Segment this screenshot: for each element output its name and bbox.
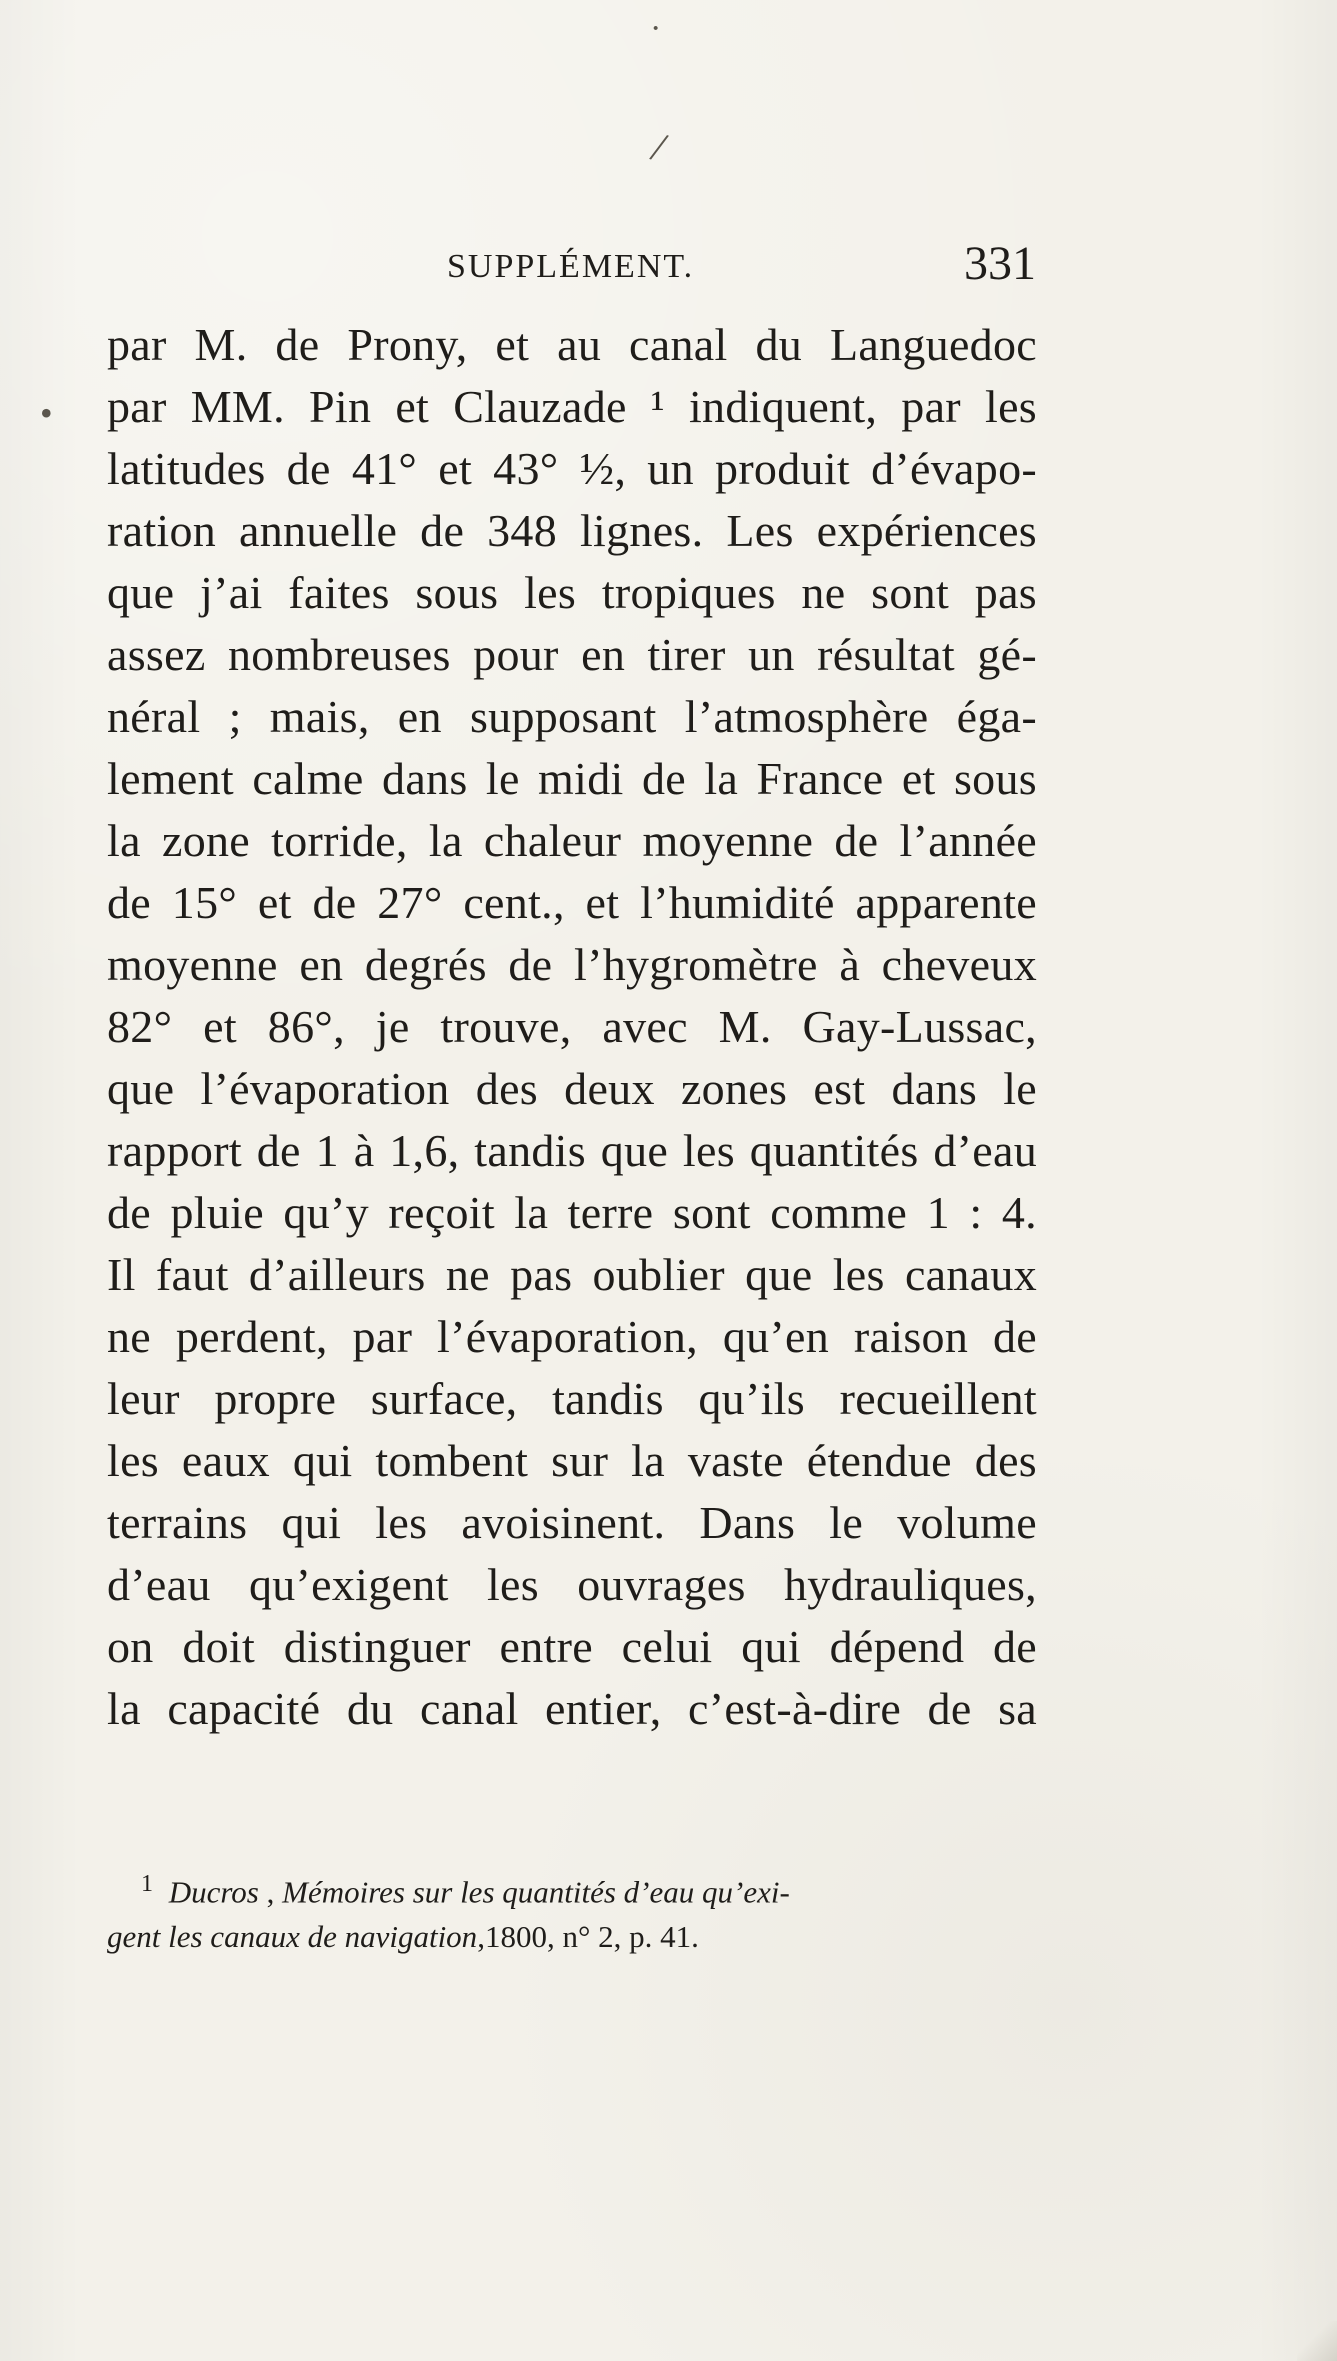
body-line: néral ; mais, en supposant l’atmosphère éga- (107, 691, 1037, 742)
footnote-marker: 1 (141, 1871, 153, 1897)
body-line: par M. de Prony, et au canal du Languedoc (107, 319, 1037, 370)
margin-mark: • (40, 393, 53, 433)
footnote-line-2 (107, 1914, 1037, 1959)
body-line: moyenne en degrés de l’hygromètre à cheveux (107, 939, 1037, 990)
footnote-title-part-2: gent les canaux de navigation (107, 1919, 478, 1955)
body-line: ne perdent, par l’évaporation, qu’en raison de (107, 1311, 1037, 1362)
footnote-comma: , (266, 1874, 283, 1910)
footnote-line-1 (107, 1862, 1037, 1914)
footnote (107, 1862, 1037, 1959)
body-line: latitudes de 41° et 43° ½, un produit d’évapo- (107, 443, 1037, 494)
running-head: SUPPLÉMENT. (447, 248, 695, 285)
page-corner-shadow (1297, 2321, 1337, 2361)
body-line: les eaux qui tombent sur la vaste étendue des (107, 1435, 1037, 1486)
body-line: d’eau qu’exigent les ouvrages hydrauliques, (107, 1559, 1037, 1610)
body-text (107, 314, 1037, 1740)
body-line: ration annuelle de 348 lignes. Les expériences (107, 505, 1037, 556)
footnote-author: Ducros (168, 1874, 259, 1910)
footnote-title-part-1: Mémoires sur les quantités d’eau qu’exi- (282, 1874, 790, 1910)
body-line: de 15° et de 27° cent., et l’humidité apparente (107, 877, 1037, 928)
body-line: 82° et 86°, je trouve, avec M. Gay-Lussac, (107, 1001, 1037, 1052)
body-line: leur propre surface, tandis qu’ils recueillent (107, 1373, 1037, 1424)
body-line: rapport de 1 à 1,6, tandis que les quantités d’eau (107, 1125, 1037, 1176)
body-line: la capacité du canal entier, c’est-à-dire de sa (107, 1683, 1037, 1734)
body-line: par MM. Pin et Clauzade ¹ indiquent, par les (107, 381, 1037, 432)
body-line: assez nombreuses pour en tirer un résultat gé- (107, 629, 1037, 680)
body-line: Il faut d’ailleurs ne pas oublier que les canaux (107, 1249, 1037, 1300)
body-line: que l’évaporation des deux zones est dans le (107, 1063, 1037, 1114)
body-line: terrains qui les avoisinent. Dans le volume (107, 1497, 1037, 1548)
body-line: que j’ai faites sous les tropiques ne sont pas (107, 567, 1037, 618)
body-line: la zone torride, la chaleur moyenne de l’année (107, 815, 1037, 866)
page-header (107, 237, 1036, 300)
pencil-mark: / (646, 124, 672, 172)
body-line: on doit distinguer entre celui qui dépend de (107, 1621, 1037, 1672)
body-line: lement calme dans le midi de la France et sous (107, 753, 1037, 804)
body-line: de pluie qu’y reçoit la terre sont comme 1 : 4. (107, 1187, 1037, 1238)
printer-mark-top: · (650, 10, 662, 47)
page-number: 331 (964, 237, 1036, 290)
footnote-citation: ,1800, n° 2, p. 41. (477, 1919, 699, 1955)
